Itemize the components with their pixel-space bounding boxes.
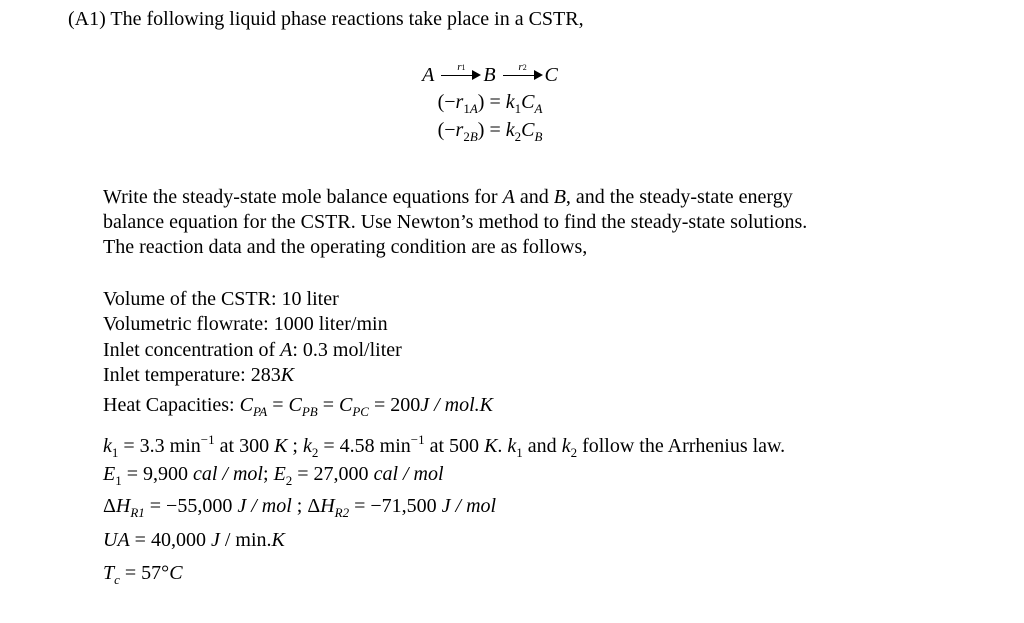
text-segment: Write the steady-state mole balance equations for [103, 186, 503, 208]
rate-equation-1 [0, 90, 980, 121]
condition-flowrate [103, 312, 388, 336]
text-segment: = 40,000 [129, 529, 211, 551]
text-segment: C [521, 91, 535, 113]
text-segment: T [103, 562, 115, 584]
text-segment: A [534, 101, 543, 116]
text-segment: H [320, 495, 335, 517]
text-segment: / min. [219, 529, 272, 551]
text-segment: 2 [463, 129, 470, 144]
arrow-r2-label: r [518, 61, 523, 74]
condition-inlet-concentration [103, 338, 402, 362]
text-segment: K [280, 364, 295, 386]
text-segment: c [114, 572, 120, 587]
condition-rate-constants [103, 428, 785, 465]
text-segment: = −55,000 [144, 495, 238, 517]
text-segment: K [271, 529, 285, 551]
text-segment: C [288, 394, 302, 416]
condition-activation-energies [103, 462, 444, 493]
text-segment: J / mol [237, 495, 292, 517]
text-segment: B [553, 186, 566, 208]
text-segment: A [502, 186, 515, 208]
condition-heat-capacities [103, 393, 493, 424]
text-segment: = 9,900 [121, 463, 193, 485]
text-segment: E [273, 463, 286, 485]
text-segment: J / mol.K [420, 394, 494, 416]
text-segment: Δ [103, 495, 116, 517]
text-segment: 1 [516, 445, 523, 460]
species-b: B [483, 64, 496, 86]
species-c: C [544, 64, 558, 86]
condition-inlet-temperature [103, 363, 294, 387]
text-segment: r [455, 91, 464, 113]
text-segment: Inlet concentration of [103, 339, 281, 361]
text-segment: 1 [514, 101, 522, 116]
text-segment: = [317, 394, 339, 416]
text-segment: = 3.3 min [118, 435, 201, 457]
text-segment: J [210, 529, 220, 551]
text-segment: A [280, 339, 293, 361]
species-a: A [422, 64, 435, 86]
text-segment: 2 [570, 445, 578, 460]
text-segment: ; [287, 435, 303, 457]
text-segment: C [338, 394, 353, 416]
text-segment: J / mol [441, 495, 497, 517]
text-segment: −1 [200, 432, 215, 447]
text-segment: k [302, 435, 312, 457]
text-segment: (− [437, 119, 456, 141]
text-segment: PA [252, 404, 268, 419]
text-segment: at 300 [214, 435, 275, 457]
reaction-scheme [0, 63, 980, 87]
arrow-r2-icon [503, 61, 543, 81]
text-segment: Volume of the CSTR: 10 liter [103, 288, 339, 310]
text-segment: Inlet temperature: 283 [103, 364, 281, 386]
text-segment: 2 [285, 473, 293, 488]
condition-volume [103, 287, 339, 311]
text-segment: 2 [311, 445, 319, 460]
text-segment: 1 [463, 101, 470, 116]
text-segment: R1 [130, 505, 145, 520]
text-segment: = 200 [368, 394, 421, 416]
text-segment: 2 [514, 129, 522, 144]
text-segment: PB [301, 404, 318, 419]
text-segment: = [267, 394, 289, 416]
text-segment: balance equation for the CSTR. Use Newton’s method to find the steady-state solutions. [103, 211, 808, 233]
text-segment: B [534, 129, 543, 144]
text-segment: follow the Arrhenius law. [577, 435, 786, 457]
rate-equation-2 [0, 118, 980, 149]
text-segment: C [521, 119, 535, 141]
text-segment: ; [263, 463, 274, 485]
text-segment: B [469, 129, 478, 144]
text-segment: A [469, 101, 478, 116]
text-segment: at 500 [424, 435, 485, 457]
text-segment: k [561, 435, 571, 457]
text-segment: ; Δ [291, 495, 321, 517]
arrow-r1-label: r [457, 61, 462, 74]
text-segment: cal / mol [373, 463, 444, 485]
text-segment: r [455, 119, 464, 141]
text-segment: k [507, 435, 517, 457]
text-segment: . [497, 435, 508, 457]
text-segment: k [103, 435, 112, 457]
paragraph-line-1 [103, 185, 793, 209]
text-segment: (− [437, 91, 456, 113]
text-segment: ) = [477, 91, 506, 113]
text-segment: Volumetric flowrate: 1000 liter/min [103, 313, 388, 335]
text-segment: k [505, 91, 515, 113]
text-segment: K [484, 435, 498, 457]
text-segment: UA [103, 529, 130, 551]
text-segment: PC [352, 404, 369, 419]
arrow-r1-icon [441, 61, 481, 81]
condition-coolant-temperature [103, 561, 183, 592]
condition-ua [103, 528, 285, 552]
text-segment: 1 [111, 445, 119, 460]
text-segment: = −71,500 [349, 495, 442, 517]
text-segment: K [274, 435, 288, 457]
text-segment: : 0.3 mol/liter [292, 339, 402, 361]
text-segment: C [239, 394, 253, 416]
condition-reaction-enthalpies [103, 494, 496, 525]
text-segment: −1 [410, 432, 425, 447]
text-segment: cal / mol [193, 463, 263, 485]
arrow-r1-sub: 1 [461, 63, 466, 73]
text-segment: H [115, 495, 131, 517]
text-segment: and [514, 186, 554, 208]
text-segment: , and the steady-state energy [565, 186, 793, 208]
text-segment: The reaction data and the operating condition are as follows, [103, 236, 588, 258]
paragraph-line-2 [103, 210, 807, 234]
text-segment: and [522, 435, 562, 457]
text-segment: E [103, 463, 116, 485]
arrow-r2-sub: 2 [522, 63, 527, 73]
text-segment: = 57° [119, 562, 170, 584]
text-segment: = 4.58 min [318, 435, 411, 457]
text-segment: 1 [115, 473, 122, 488]
text-segment: = 27,000 [292, 463, 374, 485]
text-segment: R2 [334, 505, 350, 520]
text-segment: ) = [477, 119, 506, 141]
text-segment: C [169, 562, 183, 584]
text-segment: Heat Capacities: [103, 394, 240, 416]
problem-title: (A1) The following liquid phase reactions take place in a CSTR, [68, 8, 584, 30]
paragraph-line-3 [103, 235, 587, 259]
text-segment: k [505, 119, 515, 141]
